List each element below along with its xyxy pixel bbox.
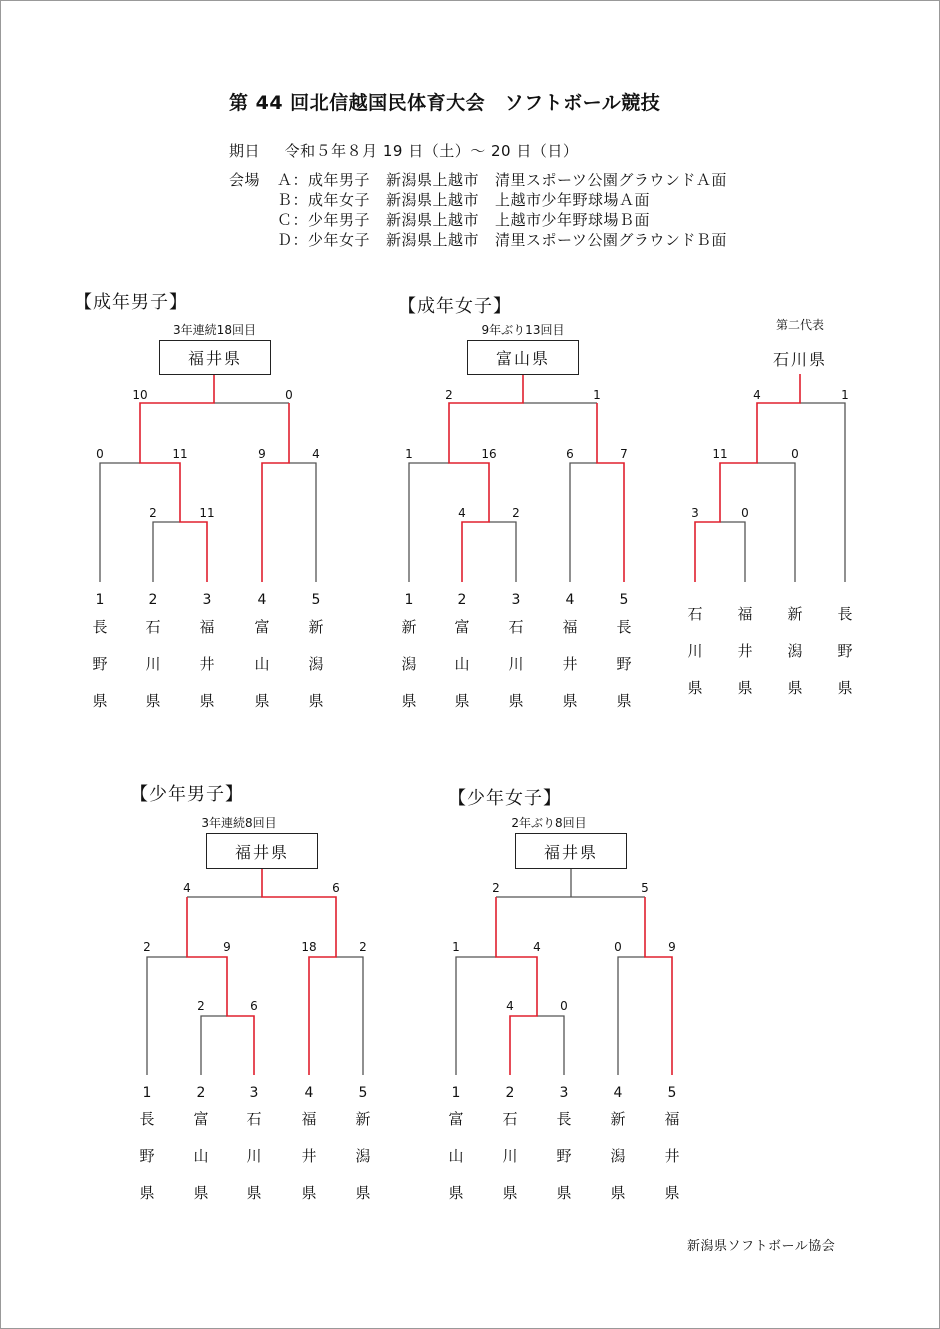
team-name-char: 県: [355, 1184, 371, 1202]
champion-box: 福井県: [515, 833, 627, 869]
team-name-char: 野: [616, 655, 632, 673]
team-name-char: 川: [246, 1147, 262, 1165]
bracket-seinen-danshi-lines: [100, 374, 316, 582]
team-name-char: 県: [737, 679, 753, 697]
team-name-char: 福: [664, 1110, 680, 1128]
score: 0: [791, 447, 799, 461]
team-name-char: 富: [454, 618, 470, 636]
score: 1: [593, 388, 601, 402]
venue-city: 新潟県上越市: [386, 191, 480, 209]
team-name-char: 川: [145, 655, 161, 673]
team-name-char: 山: [454, 655, 470, 673]
score: 9: [223, 940, 231, 954]
team-name-char: 富: [448, 1110, 464, 1128]
team-name-char: 潟: [308, 655, 324, 673]
score: 11: [712, 447, 728, 461]
champion-note: 第二代表: [775, 318, 824, 332]
team-name-char: 県: [502, 1184, 518, 1202]
champion-note: 9年ぶり13回目: [481, 323, 565, 337]
team-name-char: 石: [508, 618, 524, 636]
score: 2: [492, 881, 500, 895]
team-name-char: 県: [401, 692, 417, 710]
team-seed: 2: [505, 1085, 515, 1101]
schedule-label: 期日: [229, 142, 261, 160]
team-name-char: 県: [246, 1184, 262, 1202]
score: 11: [172, 447, 188, 461]
team-name-char: 川: [687, 642, 703, 660]
team-name-char: 県: [193, 1184, 209, 1202]
team-name-char: 山: [193, 1147, 209, 1165]
team-name-char: 新: [355, 1110, 371, 1128]
score: 0: [96, 447, 104, 461]
team-name-char: 石: [246, 1110, 262, 1128]
bracket-shonen-joshi-lines: [456, 868, 672, 1075]
team-name-char: 潟: [610, 1147, 626, 1165]
venue-place: 上越市少年野球場Ｂ面: [495, 211, 651, 229]
champion-note: 2年ぶり8回目: [511, 816, 587, 830]
score: 10: [132, 388, 148, 402]
team-name-char: 野: [837, 642, 853, 660]
team-name-char: 福: [737, 605, 753, 623]
score: 0: [741, 506, 749, 520]
score: 11: [199, 506, 215, 520]
team-seed: 4: [257, 592, 267, 608]
score: 2: [197, 999, 205, 1013]
team-name-char: 県: [787, 679, 803, 697]
champion-note: 3年連続18回目: [173, 323, 256, 337]
team-name-char: 石: [502, 1110, 518, 1128]
team-name-char: 県: [664, 1184, 680, 1202]
team-name-char: 福: [199, 618, 215, 636]
team-name-char: 福: [562, 618, 578, 636]
champion-box: 福井県: [159, 340, 271, 375]
team-name-char: 県: [145, 692, 161, 710]
team-name-char: 長: [837, 605, 853, 623]
schedule-value: 令和５年８月 19 日（土）～ 20 日（日）: [284, 142, 579, 160]
venue-code: Ｃ：少年男子: [277, 211, 371, 229]
team-name-char: 石: [145, 618, 161, 636]
team-name-char: 県: [448, 1184, 464, 1202]
score: 2: [359, 940, 367, 954]
score: 1: [452, 940, 460, 954]
team-name-char: 県: [556, 1184, 572, 1202]
team-name-char: 井: [199, 655, 215, 673]
team-name-char: 県: [837, 679, 853, 697]
team-name-char: 県: [610, 1184, 626, 1202]
team-seed: 3: [559, 1085, 569, 1101]
team-name-char: 川: [502, 1147, 518, 1165]
venue-label: 会場: [229, 171, 261, 189]
team-name-char: 山: [254, 655, 270, 673]
score: 5: [641, 881, 649, 895]
champion-box: 富山県: [467, 340, 579, 375]
venue-city: 新潟県上越市: [386, 231, 480, 249]
champion-box: 福井県: [206, 833, 318, 869]
team-name-char: 県: [301, 1184, 317, 1202]
team-seed: 4: [613, 1085, 623, 1101]
section-title: 【成年男子】: [74, 292, 188, 313]
page-title: 第 44 回北信越国民体育大会 ソフトボール競技: [229, 92, 661, 114]
score: 2: [143, 940, 151, 954]
venue-place: 上越市少年野球場Ａ面: [495, 191, 651, 209]
team-name-char: 県: [687, 679, 703, 697]
score: 18: [301, 940, 317, 954]
score: 4: [312, 447, 320, 461]
section-title: 【少年男子】: [130, 784, 244, 805]
score: 2: [149, 506, 157, 520]
team-seed: 1: [404, 592, 414, 608]
team-name-char: 県: [199, 692, 215, 710]
team-seed: 5: [358, 1085, 368, 1101]
score: 0: [560, 999, 568, 1013]
team-seed: 3: [202, 592, 212, 608]
team-name-char: 野: [139, 1147, 155, 1165]
score: 16: [481, 447, 497, 461]
team-seed: 4: [565, 592, 575, 608]
team-name-char: 県: [308, 692, 324, 710]
team-name-char: 新: [308, 618, 324, 636]
team-name-char: 潟: [787, 642, 803, 660]
team-name-char: 県: [508, 692, 524, 710]
score: 4: [533, 940, 541, 954]
score: 2: [445, 388, 453, 402]
team-seed: 2: [148, 592, 158, 608]
team-seed: 5: [667, 1085, 677, 1101]
team-seed: 5: [311, 592, 321, 608]
team-seed: 2: [457, 592, 467, 608]
venue-place: 清里スポーツ公園グラウンドＡ面: [495, 171, 727, 189]
team-name-char: 県: [454, 692, 470, 710]
score: 9: [258, 447, 266, 461]
venue-code: Ｄ：少年女子: [277, 231, 371, 249]
team-name-char: 潟: [355, 1147, 371, 1165]
team-name-char: 野: [92, 655, 108, 673]
score: 4: [753, 388, 761, 402]
score: 1: [405, 447, 413, 461]
team-name-char: 県: [616, 692, 632, 710]
team-name-char: 富: [254, 618, 270, 636]
score: 0: [285, 388, 293, 402]
team-seed: 2: [196, 1085, 206, 1101]
team-name-char: 長: [556, 1110, 572, 1128]
team-name-char: 井: [301, 1147, 317, 1165]
score: 6: [250, 999, 258, 1013]
score: 9: [668, 940, 676, 954]
team-name-char: 野: [556, 1147, 572, 1165]
champion-label: 石川県: [772, 350, 827, 369]
team-seed: 4: [304, 1085, 314, 1101]
score: 0: [614, 940, 622, 954]
team-seed: 1: [451, 1085, 461, 1101]
team-seed: 5: [619, 592, 629, 608]
venue-city: 新潟県上越市: [386, 171, 480, 189]
score: 6: [332, 881, 340, 895]
score: 4: [183, 881, 191, 895]
score: 4: [506, 999, 514, 1013]
team-name-char: 県: [139, 1184, 155, 1202]
score: 1: [841, 388, 849, 402]
team-name-char: 井: [562, 655, 578, 673]
organization-footer: 新潟県ソフトボール協会: [687, 1239, 836, 1254]
team-seed: 3: [249, 1085, 259, 1101]
venue-city: 新潟県上越市: [386, 211, 480, 229]
venue-place: 清里スポーツ公園グラウンドＢ面: [495, 231, 727, 249]
team-name-char: 井: [737, 642, 753, 660]
team-name-char: 山: [448, 1147, 464, 1165]
team-name-char: 石: [687, 605, 703, 623]
score: 6: [566, 447, 574, 461]
team-seed: 1: [142, 1085, 152, 1101]
team-name-char: 新: [401, 618, 417, 636]
team-seed: 3: [511, 592, 521, 608]
bracket-second-rep-lines: [695, 374, 845, 582]
bracket-shonen-danshi-lines: [147, 868, 363, 1075]
team-name-char: 新: [787, 605, 803, 623]
score: 2: [512, 506, 520, 520]
team-name-char: 潟: [401, 655, 417, 673]
section-title: 【少年女子】: [448, 788, 562, 809]
bracket-seinen-joshi-lines: [409, 374, 624, 582]
team-name-char: 長: [616, 618, 632, 636]
score: 4: [458, 506, 466, 520]
section-title: 【成年女子】: [398, 296, 512, 317]
team-name-char: 長: [92, 618, 108, 636]
team-name-char: 長: [139, 1110, 155, 1128]
team-name-char: 県: [92, 692, 108, 710]
team-name-char: 県: [254, 692, 270, 710]
venue-code: Ｂ：成年女子: [277, 191, 371, 209]
team-name-char: 福: [301, 1110, 317, 1128]
champion-note: 3年連続8回目: [201, 816, 277, 830]
team-name-char: 県: [562, 692, 578, 710]
team-name-char: 富: [193, 1110, 209, 1128]
team-name-char: 井: [664, 1147, 680, 1165]
score: 3: [691, 506, 699, 520]
team-name-char: 川: [508, 655, 524, 673]
team-name-char: 新: [610, 1110, 626, 1128]
venue-code: Ａ：成年男子: [277, 171, 371, 189]
score: 7: [620, 447, 628, 461]
team-seed: 1: [95, 592, 105, 608]
